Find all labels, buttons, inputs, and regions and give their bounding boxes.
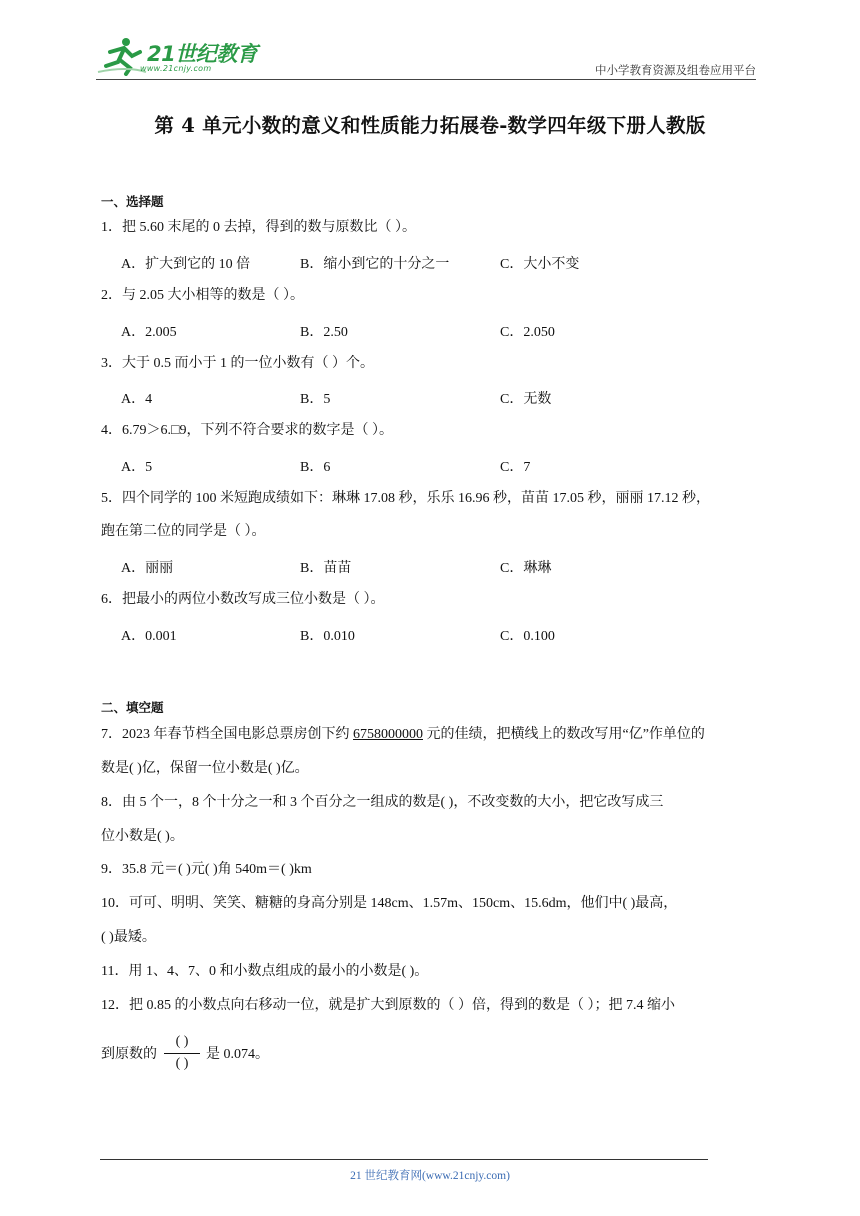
fraction-bar bbox=[164, 1053, 200, 1054]
question-1: 1．把 5.60 末尾的 0 去掉，得到的数与原数比（ ）。 bbox=[101, 220, 416, 235]
question-3: 3．大于 0.5 而小于 1 的一位小数有（ ）个。 bbox=[101, 356, 374, 371]
option-6a: A．0.001 bbox=[121, 629, 177, 644]
option-6c: C．0.100 bbox=[500, 629, 555, 644]
section-heading-choice: 一、选择题 bbox=[101, 194, 164, 209]
option-5a: A．丽丽 bbox=[121, 561, 174, 576]
question-8-line2: 位小数是( )。 bbox=[101, 829, 184, 844]
question-10: 10．可可、明明、笑笑、糖糖的身高分别是 148cm、1.57m、150cm、15.6dm，他们中( )最高， bbox=[101, 896, 678, 911]
question-6: 6．把最小的两位小数改写成三位小数是（ ）。 bbox=[101, 592, 385, 607]
question-11: 11．用 1、4、7、0 和小数点组成的最小的小数是( )。 bbox=[101, 964, 429, 979]
question-2: 2．与 2.05 大小相等的数是（ ）。 bbox=[101, 288, 304, 303]
option-2a: A．2.005 bbox=[121, 325, 177, 340]
question-7-part-a: 7．2023 年春节档全国电影总票房创下约 bbox=[101, 727, 353, 742]
question-7-number: 6758000000 bbox=[353, 727, 423, 742]
logo-text: 21世纪教育 bbox=[147, 42, 258, 66]
option-1b: B．缩小到它的十分之一 bbox=[300, 257, 450, 272]
option-6b: B．0.010 bbox=[300, 629, 355, 644]
option-4c: C．7 bbox=[500, 460, 531, 475]
option-5b: B．苗苗 bbox=[300, 561, 352, 576]
option-3b: B．5 bbox=[300, 392, 331, 407]
question-7-line2: 数是( )亿，保留一位小数是( )亿。 bbox=[101, 761, 309, 776]
header-divider bbox=[96, 79, 756, 80]
question-12-line2-a: 到原数的 bbox=[101, 1047, 157, 1062]
page-title: 第 4 单元小数的意义和性质能力拓展卷-数学四年级下册人教版 bbox=[154, 114, 706, 137]
section-heading-fill: 二、填空题 bbox=[101, 700, 164, 715]
fraction-numerator: ( ) bbox=[175, 1034, 189, 1049]
option-3a: A．4 bbox=[121, 392, 153, 407]
option-3c: C．无数 bbox=[500, 392, 552, 407]
footer-divider bbox=[100, 1159, 708, 1160]
question-5: 5．四个同学的 100 米短跑成绩如下：琳琳 17.08 秒，乐乐 16.96 秒，苗苗 17.05 秒，丽丽 17.12 秒， bbox=[101, 491, 710, 506]
footer-text: 21 世纪教育网(www.21cnjy.com) bbox=[350, 1170, 510, 1182]
logo-url: www.21cnjy.com bbox=[140, 64, 212, 73]
question-7-part-b: 元的佳绩，把横线上的数改写用“亿”作单位的 bbox=[423, 727, 705, 742]
question-5-line2: 跑在第二位的同学是（ ）。 bbox=[101, 524, 266, 539]
question-7 bbox=[101, 726, 705, 744]
option-2b: B．2.50 bbox=[300, 325, 348, 340]
option-4a: A．5 bbox=[121, 460, 153, 475]
platform-label: 中小学教育资源及组卷应用平台 bbox=[595, 65, 756, 77]
option-5c: C．琳琳 bbox=[500, 561, 552, 576]
option-4b: B．6 bbox=[300, 460, 331, 475]
question-9: 9．35.8 元＝( )元( )角 540m＝( )km bbox=[101, 862, 312, 877]
question-10-line2: ( )最矮。 bbox=[101, 930, 156, 945]
option-1a: A．扩大到它的 10 倍 bbox=[121, 257, 251, 272]
question-8: 8．由 5 个一，8 个十分之一和 3 个百分之一组成的数是( )，不改变数的大小，把它改写成三 bbox=[101, 795, 664, 810]
question-4: 4．6.79＞6.□9，下列不符合要求的数字是（ ）。 bbox=[101, 423, 393, 438]
option-2c: C．2.050 bbox=[500, 325, 555, 340]
question-12-line2-b: 是 0.074。 bbox=[206, 1047, 269, 1062]
option-1c: C．大小不变 bbox=[500, 257, 580, 272]
fraction-blank bbox=[160, 1032, 204, 1076]
fraction-denominator: ( ) bbox=[175, 1056, 189, 1071]
question-12: 12．把 0.85 的小数点向右移动一位，就是扩大到原数的（ ）倍，得到的数是（ ）；把 7.4 缩小 bbox=[101, 998, 675, 1013]
